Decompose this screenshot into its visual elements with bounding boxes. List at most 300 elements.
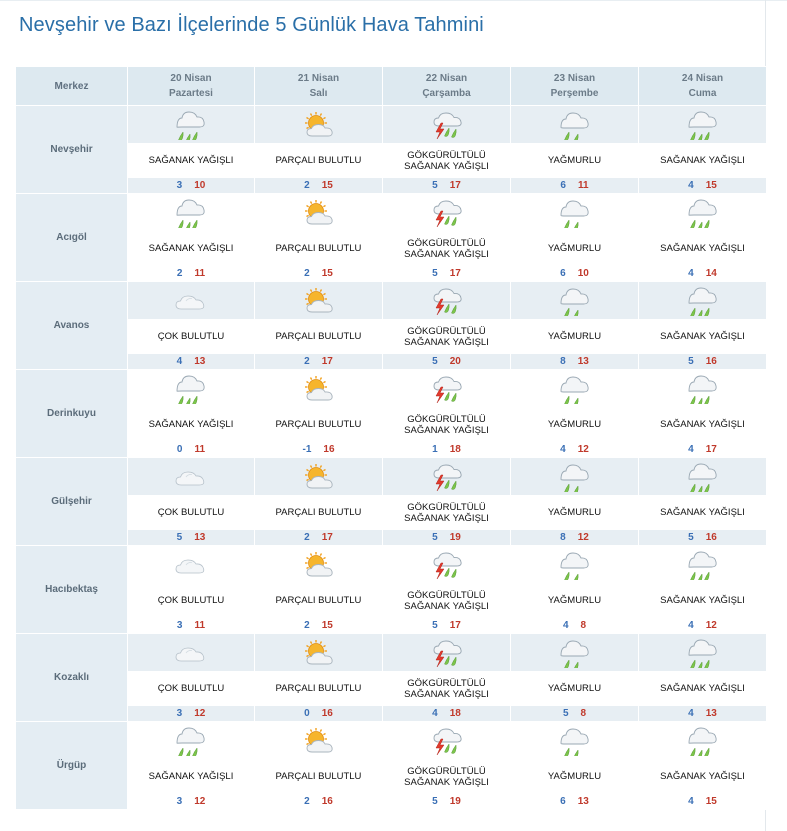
max-temp: 17 <box>449 180 461 191</box>
min-temp: 5 <box>432 532 438 543</box>
header-row <box>16 67 767 106</box>
forecast-description <box>639 232 767 266</box>
forecast-description <box>255 408 383 442</box>
description-line-1: YAĞMURLU <box>547 243 602 254</box>
description-line-1: SAĞANAK YAĞIŞLI <box>148 771 234 782</box>
min-temp: 8 <box>560 532 566 543</box>
city-desc-row <box>16 144 767 178</box>
forecast-description <box>511 144 639 178</box>
city-icon-row <box>16 282 767 320</box>
forecast-description <box>639 584 767 618</box>
forecast-icon-cell <box>128 282 255 320</box>
forecast-icon-cell <box>639 634 767 672</box>
forecast-temperature <box>639 354 767 370</box>
header-weekday: Perşembe <box>550 88 599 99</box>
forecast-description <box>383 232 511 266</box>
partly-cloudy-icon <box>302 638 336 668</box>
forecast-description <box>639 144 767 178</box>
description-line-1: ÇOK BULUTLU <box>157 507 225 518</box>
forecast-temperature <box>383 266 511 282</box>
city-name: Derinkuyu <box>16 370 128 458</box>
min-temp: 4 <box>688 796 694 807</box>
forecast-icon-cell <box>639 282 767 320</box>
forecast-description <box>128 408 255 442</box>
forecast-temperature <box>511 442 639 458</box>
forecast-icon-cell <box>255 546 383 584</box>
min-temp: 3 <box>176 708 183 719</box>
min-temp: 4 <box>560 444 566 455</box>
city-name: Nevşehir <box>16 106 128 194</box>
forecast-temperature <box>383 618 511 634</box>
forecast-icon-cell <box>128 546 255 584</box>
forecast-description <box>255 584 383 618</box>
min-temp: 5 <box>562 708 569 719</box>
min-temp: 0 <box>176 444 183 455</box>
forecast-description <box>639 320 767 354</box>
heavy-rain-icon <box>686 462 720 492</box>
heavy-rain-icon <box>686 286 720 316</box>
forecast-temperature <box>128 794 255 810</box>
forecast-description <box>511 232 639 266</box>
description-line-1: GÖKGÜRÜLTÜLÜ <box>407 149 486 161</box>
min-temp: 2 <box>304 356 310 367</box>
forecast-temperature <box>383 354 511 370</box>
forecast-temperature <box>255 266 383 282</box>
description-line-1: YAĞMURLU <box>547 507 602 518</box>
forecast-description <box>383 144 511 178</box>
city-temp-row <box>16 178 767 194</box>
rain-icon <box>558 462 592 492</box>
min-temp: 3 <box>176 180 183 191</box>
min-temp: 4 <box>176 356 183 367</box>
forecast-temperature <box>639 266 767 282</box>
header-date: 22 Nisan <box>425 73 468 84</box>
description-line-1: GÖKGÜRÜLTÜLÜ <box>407 677 486 689</box>
forecast-icon-cell <box>383 546 511 584</box>
max-temp: 15 <box>705 180 717 191</box>
city-name: Hacıbektaş <box>16 546 128 634</box>
rain-icon <box>558 110 592 140</box>
header-date: 24 Nisan <box>681 73 724 84</box>
forecast-temperature <box>511 794 639 810</box>
header-day-2 <box>255 67 383 106</box>
min-temp: 5 <box>432 268 438 279</box>
forecast-icon-cell <box>255 370 383 408</box>
forecast-description <box>383 672 511 706</box>
cloudy-icon <box>174 462 208 492</box>
description-line-1: YAĞMURLU <box>547 595 602 606</box>
forecast-description <box>639 672 767 706</box>
max-temp: 13 <box>705 708 717 719</box>
forecast-icon-cell <box>128 194 255 232</box>
city-temp-row <box>16 266 767 282</box>
forecast-temperature <box>255 530 383 546</box>
forecast-description <box>383 320 511 354</box>
min-temp: 4 <box>688 268 694 279</box>
forecast-icon-cell <box>128 458 255 496</box>
max-temp: 15 <box>321 268 333 279</box>
city-temp-row <box>16 618 767 634</box>
city-desc-row <box>16 496 767 530</box>
description-line-1: GÖKGÜRÜLTÜLÜ <box>407 413 486 425</box>
max-temp: 15 <box>705 796 717 807</box>
max-temp: 8 <box>580 620 587 631</box>
forecast-description <box>255 672 383 706</box>
min-temp: 0 <box>304 708 310 719</box>
header-weekday: Cuma <box>688 88 717 99</box>
forecast-description <box>255 760 383 794</box>
forecast-icon-cell <box>255 634 383 672</box>
max-temp: 11 <box>194 444 206 455</box>
max-temp: 17 <box>321 532 333 543</box>
forecast-description <box>128 232 255 266</box>
forecast-description <box>639 408 767 442</box>
description-line-1: GÖKGÜRÜLTÜLÜ <box>407 501 486 513</box>
forecast-temperature <box>383 530 511 546</box>
forecast-icon-cell <box>255 282 383 320</box>
header-day-4 <box>511 67 639 106</box>
description-line-1: SAĞANAK YAĞIŞLI <box>148 243 234 254</box>
description-line-1: SAĞANAK YAĞIŞLI <box>148 155 234 166</box>
max-temp: 15 <box>321 180 333 191</box>
description-line-2: SAĞANAK YAĞIŞLI <box>404 160 489 172</box>
description-line-1: YAĞMURLU <box>547 771 602 782</box>
rain-icon <box>558 638 592 668</box>
max-temp: 15 <box>321 620 333 631</box>
forecast-icon-cell <box>128 106 255 144</box>
forecast-icon-cell <box>511 458 639 496</box>
city-icon-row <box>16 194 767 232</box>
heavy-rain-icon <box>174 374 208 404</box>
description-line-1: GÖKGÜRÜLTÜLÜ <box>407 325 486 337</box>
min-temp: 5 <box>432 356 438 367</box>
header-day-5 <box>639 67 767 106</box>
header-day-3 <box>383 67 511 106</box>
heavy-rain-icon <box>686 638 720 668</box>
forecast-temperature <box>128 530 255 546</box>
forecast-description <box>511 496 639 530</box>
page-title: Nevşehir ve Bazı İlçelerinde 5 Günlük Hava Tahmini <box>19 14 484 36</box>
forecast-icon-cell <box>639 546 767 584</box>
description-line-1: PARÇALI BULUTLU <box>275 419 362 430</box>
forecast-temperature <box>255 442 383 458</box>
description-line-1: SAĞANAK YAĞIŞLI <box>660 243 745 254</box>
forecast-icon-cell <box>128 370 255 408</box>
description-line-1: ÇOK BULUTLU <box>157 331 225 342</box>
forecast-icon-cell <box>383 106 511 144</box>
forecast-temperature <box>128 442 255 458</box>
forecast-description <box>639 760 767 794</box>
heavy-rain-icon <box>174 198 208 228</box>
description-line-1: GÖKGÜRÜLTÜLÜ <box>407 237 486 249</box>
forecast-icon-cell <box>383 634 511 672</box>
cloudy-icon <box>174 550 208 580</box>
min-temp: 6 <box>560 180 566 191</box>
min-temp: 5 <box>688 356 694 367</box>
forecast-description <box>128 496 255 530</box>
forecast-temperature <box>639 178 767 194</box>
heavy-rain-icon <box>686 198 720 228</box>
forecast-icon-cell <box>128 634 255 672</box>
city-name: Avanos <box>16 282 128 370</box>
forecast-temperature <box>639 706 767 722</box>
min-temp: 3 <box>176 620 183 631</box>
description-line-1: PARÇALI BULUTLU <box>275 155 362 166</box>
description-line-2: SAĞANAK YAĞIŞLI <box>404 688 489 700</box>
header-date: 23 Nisan <box>553 73 596 84</box>
thunderstorm-icon <box>430 726 464 756</box>
city-desc-row <box>16 320 767 354</box>
forecast-description <box>383 408 511 442</box>
description-line-1: SAĞANAK YAĞIŞLI <box>660 155 745 166</box>
min-temp: 4 <box>688 444 694 455</box>
description-line-2: SAĞANAK YAĞIŞLI <box>404 776 489 788</box>
thunderstorm-icon <box>430 374 464 404</box>
heavy-rain-icon <box>174 726 208 756</box>
forecast-icon-cell <box>639 722 767 760</box>
rain-icon <box>558 286 592 316</box>
rain-icon <box>558 374 592 404</box>
thunderstorm-icon <box>430 286 464 316</box>
max-temp: 13 <box>194 356 206 367</box>
forecast-temperature <box>383 706 511 722</box>
forecast-icon-cell <box>639 194 767 232</box>
forecast-icon-cell <box>511 546 639 584</box>
description-line-1: PARÇALI BULUTLU <box>275 243 362 254</box>
max-temp: 10 <box>577 268 589 279</box>
max-temp: 17 <box>449 620 461 631</box>
partly-cloudy-icon <box>302 110 336 140</box>
description-line-1: PARÇALI BULUTLU <box>275 595 362 606</box>
partly-cloudy-icon <box>302 462 336 492</box>
min-temp: 3 <box>176 796 183 807</box>
thunderstorm-icon <box>430 110 464 140</box>
max-temp: 11 <box>577 180 589 191</box>
city-icon-row <box>16 546 767 584</box>
header-date: 20 Nisan <box>170 73 212 84</box>
header-weekday: Çarşamba <box>422 88 471 99</box>
rain-icon <box>558 550 592 580</box>
max-temp: 13 <box>577 796 589 807</box>
forecast-description <box>128 144 255 178</box>
city-temp-row <box>16 530 767 546</box>
description-line-1: YAĞMURLU <box>547 155 602 166</box>
city-icon-row <box>16 722 767 760</box>
forecast-icon-cell <box>511 722 639 760</box>
city-icon-row <box>16 106 767 144</box>
forecast-description <box>383 584 511 618</box>
thunderstorm-icon <box>430 550 464 580</box>
min-temp: 5 <box>688 532 694 543</box>
city-name: Ürgüp <box>16 722 128 810</box>
forecast-icon-cell <box>511 106 639 144</box>
min-temp: 6 <box>560 268 566 279</box>
thunderstorm-icon <box>430 638 464 668</box>
top-rule <box>0 0 787 1</box>
forecast-icon-cell <box>511 282 639 320</box>
description-line-1: SAĞANAK YAĞIŞLI <box>660 683 745 694</box>
header-weekday: Pazartesi <box>169 88 213 99</box>
min-temp: 4 <box>688 180 694 191</box>
cloudy-icon <box>174 638 208 668</box>
city-icon-row <box>16 458 767 496</box>
max-temp: 12 <box>577 532 589 543</box>
forecast-temperature <box>128 354 255 370</box>
forecast-icon-cell <box>383 722 511 760</box>
forecast-icon-cell <box>255 106 383 144</box>
min-temp: 2 <box>304 268 310 279</box>
forecast-icon-cell <box>639 370 767 408</box>
description-line-1: SAĞANAK YAĞIŞLI <box>660 331 745 342</box>
min-temp: 4 <box>562 620 569 631</box>
heavy-rain-icon <box>686 550 720 580</box>
description-line-1: SAĞANAK YAĞIŞLI <box>660 595 745 606</box>
forecast-icon-cell <box>511 370 639 408</box>
partly-cloudy-icon <box>302 286 336 316</box>
min-temp: 5 <box>432 180 438 191</box>
header-merkez: Merkez <box>16 67 128 106</box>
max-temp: 19 <box>449 796 461 807</box>
description-line-1: SAĞANAK YAĞIŞLI <box>660 507 745 518</box>
min-temp: 5 <box>432 620 438 631</box>
description-line-2: SAĞANAK YAĞIŞLI <box>404 512 489 524</box>
forecast-description <box>128 760 255 794</box>
forecast-icon-cell <box>255 458 383 496</box>
max-temp: 17 <box>705 444 717 455</box>
forecast-description <box>128 584 255 618</box>
max-temp: 13 <box>194 532 206 543</box>
max-temp: 12 <box>577 444 589 455</box>
city-icon-row <box>16 634 767 672</box>
description-line-1: YAĞMURLU <box>547 683 602 694</box>
description-line-1: ÇOK BULUTLU <box>157 595 225 606</box>
description-line-1: SAĞANAK YAĞIŞLI <box>660 419 745 430</box>
min-temp: 4 <box>688 620 694 631</box>
description-line-1: PARÇALI BULUTLU <box>275 507 362 518</box>
forecast-temperature <box>255 618 383 634</box>
max-temp: 14 <box>705 268 717 279</box>
city-desc-row <box>16 584 767 618</box>
max-temp: 16 <box>705 356 717 367</box>
min-temp: 2 <box>176 268 183 279</box>
min-temp: 6 <box>560 796 566 807</box>
rain-icon <box>558 726 592 756</box>
min-temp: 4 <box>432 708 438 719</box>
max-temp: 10 <box>194 180 206 191</box>
description-line-1: YAĞMURLU <box>547 331 602 342</box>
description-line-1: SAĞANAK YAĞIŞLI <box>148 419 234 430</box>
max-temp: 17 <box>321 356 333 367</box>
thunderstorm-icon <box>430 462 464 492</box>
forecast-icon-cell <box>383 194 511 232</box>
forecast-icon-cell <box>383 370 511 408</box>
min-temp: 8 <box>560 356 566 367</box>
forecast-icon-cell <box>383 282 511 320</box>
forecast-description <box>255 496 383 530</box>
forecast-description <box>383 496 511 530</box>
city-name: Acıgöl <box>16 194 128 282</box>
min-temp: 2 <box>304 532 310 543</box>
forecast-temperature <box>511 354 639 370</box>
forecast-description <box>128 672 255 706</box>
forecast-temperature <box>255 354 383 370</box>
max-temp: 16 <box>323 444 335 455</box>
max-temp: 12 <box>705 620 717 631</box>
heavy-rain-icon <box>174 110 208 140</box>
forecast-temperature <box>639 618 767 634</box>
min-temp: 2 <box>304 180 310 191</box>
max-temp: 13 <box>577 356 589 367</box>
max-temp: 18 <box>449 708 461 719</box>
header-day-1 <box>128 67 255 106</box>
min-temp: 5 <box>176 532 183 543</box>
description-line-2: SAĞANAK YAĞIŞLI <box>404 248 489 260</box>
forecast-temperature <box>511 178 639 194</box>
forecast-description <box>511 408 639 442</box>
max-temp: 16 <box>705 532 717 543</box>
forecast-temperature <box>128 706 255 722</box>
description-line-2: SAĞANAK YAĞIŞLI <box>404 600 489 612</box>
max-temp: 17 <box>449 268 461 279</box>
description-line-2: SAĞANAK YAĞIŞLI <box>404 424 489 436</box>
thunderstorm-icon <box>430 198 464 228</box>
forecast-temperature <box>383 442 511 458</box>
forecast-table <box>15 66 767 810</box>
heavy-rain-icon <box>686 374 720 404</box>
forecast-description <box>511 760 639 794</box>
forecast-temperature <box>128 618 255 634</box>
city-desc-row <box>16 408 767 442</box>
forecast-temperature <box>128 266 255 282</box>
city-name: Kozaklı <box>16 634 128 722</box>
description-line-1: ÇOK BULUTLU <box>157 683 225 694</box>
forecast-icon-cell <box>511 194 639 232</box>
city-temp-row <box>16 354 767 370</box>
city-temp-row <box>16 442 767 458</box>
max-temp: 16 <box>321 796 333 807</box>
forecast-body <box>16 106 767 810</box>
city-temp-row <box>16 794 767 810</box>
forecast-icon-cell <box>639 106 767 144</box>
header-weekday: Salı <box>309 88 328 99</box>
forecast-temperature <box>255 178 383 194</box>
description-line-1: YAĞMURLU <box>547 419 602 430</box>
city-temp-row <box>16 706 767 722</box>
max-temp: 8 <box>580 708 587 719</box>
description-line-1: PARÇALI BULUTLU <box>275 683 362 694</box>
forecast-icon-cell <box>128 722 255 760</box>
description-line-1: GÖKGÜRÜLTÜLÜ <box>407 765 486 777</box>
rain-icon <box>558 198 592 228</box>
forecast-temperature <box>511 618 639 634</box>
city-icon-row <box>16 370 767 408</box>
forecast-description <box>255 144 383 178</box>
partly-cloudy-icon <box>302 726 336 756</box>
max-temp: 16 <box>321 708 333 719</box>
description-line-1: SAĞANAK YAĞIŞLI <box>660 771 745 782</box>
cloudy-icon <box>174 286 208 316</box>
min-temp: 2 <box>304 620 310 631</box>
forecast-icon-cell <box>255 194 383 232</box>
partly-cloudy-icon <box>302 550 336 580</box>
forecast-temperature <box>255 794 383 810</box>
partly-cloudy-icon <box>302 374 336 404</box>
city-desc-row <box>16 760 767 794</box>
description-line-1: GÖKGÜRÜLTÜLÜ <box>407 589 486 601</box>
forecast-description <box>511 584 639 618</box>
forecast-temperature <box>639 794 767 810</box>
forecast-description <box>383 760 511 794</box>
